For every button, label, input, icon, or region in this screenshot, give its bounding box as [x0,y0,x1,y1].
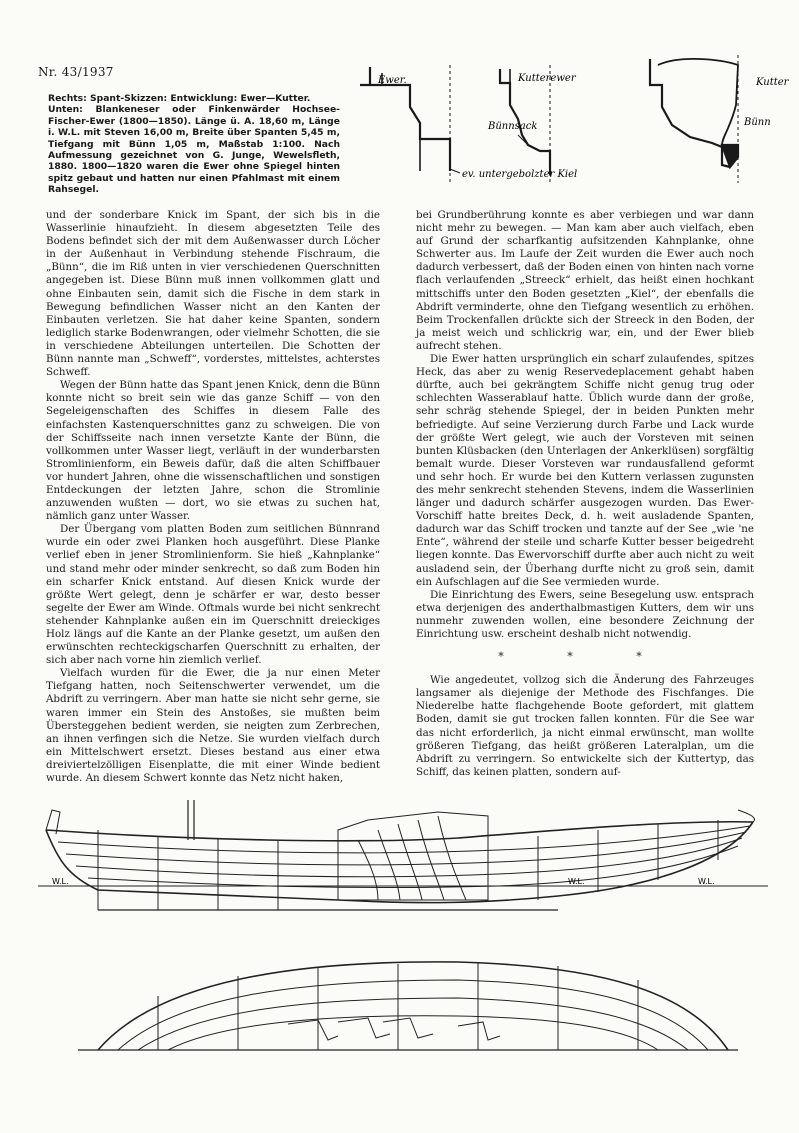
text-column-right [416,209,754,779]
kutter-frame-outline [650,59,730,167]
half-breadth-outline [98,962,728,1050]
caption-line-2: Unten: Blankeneser oder Finkenwärder Hochsee-Fischer-Ewer (1800—1850). Länge ü. A. 18,60 m, Länge i. W.L. mit Steven 16,00 m, Breite über Spanten 5,45 m, Tiefgang mit Bünn 1,05 m, Maßstab 1:100. Nach Aufmessung gezeichnet von G. Junge, Wewelsfleth, 1880. 1800—1820 waren die Ewer ohne Spiegel hinten spitz gebaut und hatten nur einen Pfahlmast mit einem Rahsegel. [48,104,340,196]
text-column-left [46,209,380,785]
figure-caption [48,93,340,196]
mast-step [188,800,194,840]
paragraph: bei Grundberührung konnte es aber verbiegen und war dann nicht mehr zu bewegen. — Man kam aber auch vielfach, eben auf Grund der scharfkantig aufsitzenden Kahnplanke, ohne Schwerter aus. Im Laufe der Zeit wurden die Ewer auch noch dadurch verbessert, daß der Boden einen von hinten nach vorne flach verlaufenden „Streeck“ erhielt, das heißt einen hochkant mittschiffs unter den Boden gesetzten „Kiel“, der ebenfalls die Abdrift verminderte, ohne den Tiefgang wesentlich zu erhöhen. Beim Trockenfallen drückte sich der Streeck in den Boden, der ja meist weich und schlickrig war, ein, und der Ewer blieb aufrecht stehen. [416,209,754,352]
frame-sketches-figure [350,45,790,185]
hull-sheer-line [46,822,753,841]
half-breadth-line-2 [138,998,688,1050]
paragraph: und der sonderbare Knick im Spant, der sich bis in die Wasserlinie hinaufzieht. In diesem abgesetzten Teile des Bodens befindet sich der mit dem Außenwasser durch Löcher in der Außenhaut in Verbindung stehende Fischraum, die „Bünn“, die im Riß unten in vier verschiedenen Querschnitten angegeben ist. Diese Bünn muß innen vollkommen glatt und ohne Einbauten sein, damit sich die Fische in dem stark in Bewegung befindlichen Wasser nicht an den Kanten der Einbauten verletzen. Sie hat daher keine Spanten, sondern lediglich starke Bodenwrangen, oder vielmehr Schotten, die sie in verschiedene Abteilungen unterteilen. Die Schotten der Bünn nannte man „Schweff“, vorderstes, mittelstes, achterstes Schweff. [46,209,380,379]
ship-lines-drawing [38,800,768,1070]
wl-label-right: W.L. [698,877,715,886]
wl-label-left: W.L. [52,877,69,886]
sketch-label-ewer: Ewer. [378,75,407,86]
kutter-keel [722,145,738,167]
buenn-section-a [288,1020,338,1040]
wl-label-mid: W.L. [568,877,585,886]
paragraph: Der Übergang vom platten Boden zum seitlichen Bünnrand wurde ein oder zwei Planken hoch ausgeführt. Diese Planke verlief eben in jener Stromlinienform. Sie hieß „Kahnplanke“ und stand mehr oder minder senkrecht, so daß zum Boden hin ein scharfer Knick entstand. Auf diesen Knick wurde der größte Wert gelegt, denn je schärfer er war, desto besser segelte der Ewer am Winde. Oftmals wurde bei nicht senkrecht stehender Kahnplanke außen ein im Querschnitt dreieckiges Holz längs auf die Kante an der Planke gesetzt, um außen den erwünschten rechteckigscharfen Querschnitt zu erhalten, der sich aber nach vorne hin ziemlich verlief. [46,523,380,667]
paragraph: Wie angedeutet, vollzog sich die Änderung des Fahrzeuges langsamer als diejenige der Methode des Fischfanges. Die Niederelbe hatte flachgehende Boote gefordert, mit glattem Boden, damit sie gut trocken fallen konnten. Für die See war das nicht erforderlich, ja nicht einmal erwünscht, man wollte größeren Tiefgang, das heißt größeren Lateralplan, um die Abdrift zu verringern. So entwickelte sich der Kuttertyp, das Schiff, das keinen platten, sondern auf- [416,674,754,778]
ewer-frame-inner [382,73,420,171]
paragraph: Wegen der Bünn hatte das Spant jenen Knick, denn die Bünn konnte nicht so breit sein wie das ganze Schiff — von den Segeleigenschaften des Schiffes in diesem Falle des einfachsten Kastenquerschnittes ganz zu schweigen. Die von der Schiffsseite nach innen versetzte Kante der Bünn, die vollkommen unter Wasser liegt, verläuft in der wunderbarsten Stromlinienform, ein Beweis dafür, daß die alten Schiffbauer vor hundert Jahren, ohne die wissenschaftlichen und sonstigen Entdeckungen der letzten Jahre, schon die Stromlinie anzuwenden wußten — dort, wo sie etwas zu suchen hat, nämlich ganz unter Wasser. [46,379,380,523]
paragraph: Die Ewer hatten ursprünglich ein scharf zulaufendes, spitzes Heck, das aber zu wenig Reservedeplacement gehabt haben dürfte, auch bei gekrängtem Schiffe nicht genug trug oder schlechten Wasserablauf hatte. Üblich wurde dann der große, sehr schräg stehende Spiegel, der in beiden Punkten mehr befriedigte. Auf seine Verzierung durch Farbe und Lack wurde der größte Wert gelegt, wie auch der Vorsteven mit seinen bunten Klüsbacken (den Unterlagen der Ankerklüsen) sorgfältig bemalt wurde. Dieser Vorsteven war rundausfallend geformt und sehr hoch. Er wurde bei den Kuttern verlassen zugunsten des mehr senkrecht stehenden Stevens, indem die Wasserlinien länger und dadurch schärfer ausgezogen wurden. Das Ewer-Vorschiff hatte breites Deck, d. h. weit ausladende Spanten, dadurch war das Schiff trocken und tanzte auf der See „wie 'ne Ente“, während der steile und scharfe Kutter besser beigedreht liegen konnte. Das Ewervorschiff durfte aber auch nicht zu weit ausladend sein, der Überhang durfte nicht zu groß sein, damit ein Aufschlagen auf die See vermieden wurde. [416,353,754,588]
buenn-section-d [458,1022,500,1040]
page-number: Nr. 43/1937 [38,65,114,79]
buenn-section-c [383,1018,433,1038]
paragraph: Die Einrichtung des Ewers, seine Besegelung usw. entsprach etwa derjenigen des anderthalbmastigen Kutters, dem wir uns nunmehr zuwenden wollen, eine besondere Zeichnung der Einrichtung usw. erscheint deshalb nicht notwendig. [416,588,754,640]
sketch-label-kiel: ev. untergebolzter Kiel [462,169,578,180]
kutter-frame-inner [658,59,738,145]
section-separator: * * * [498,650,672,664]
sketch-label-buennsack: Bünnsack [488,121,538,132]
half-breadth-line-3 [168,1016,658,1050]
half-breadth-line-1 [118,980,708,1050]
kiel-arrow [450,169,460,173]
sketch-label-buenn: Bünn [744,117,771,128]
hull-profile-bottom [46,822,753,903]
buenn-section-b [338,1018,390,1038]
paragraph: Vielfach wurden für die Ewer, die ja nur einen Meter Tiefgang hatten, noch Seitenschwerter verwendet, um die Abdrift zu verringern. Aber man hatte sie nicht sehr gerne, sie waren immer ein Stein des Anstoßes, sie mußten beim Übersteggehen bedient werden, sie neigten zum Zerbrechen, an ihnen verfingen sich die Netze. Sie wurden vielfach durch ein Mittelschwert ersetzt. Dieses bestand aus einer etwa dreiviertelzölligen Eisenplatte, die mit einer Winde bedient wurde. An diesem Schwert konnte das Netz nicht haken, [46,667,380,785]
caption-line-1: Rechts: Spant-Skizzen: Entwicklung: Ewer—Kutter. [48,93,311,104]
bow-stem [738,810,755,822]
half-breadth-stations [158,962,638,1050]
sketch-label-kutter: Kutter [756,77,789,88]
sketch-label-kutterewer: Kutterewer [518,73,576,84]
